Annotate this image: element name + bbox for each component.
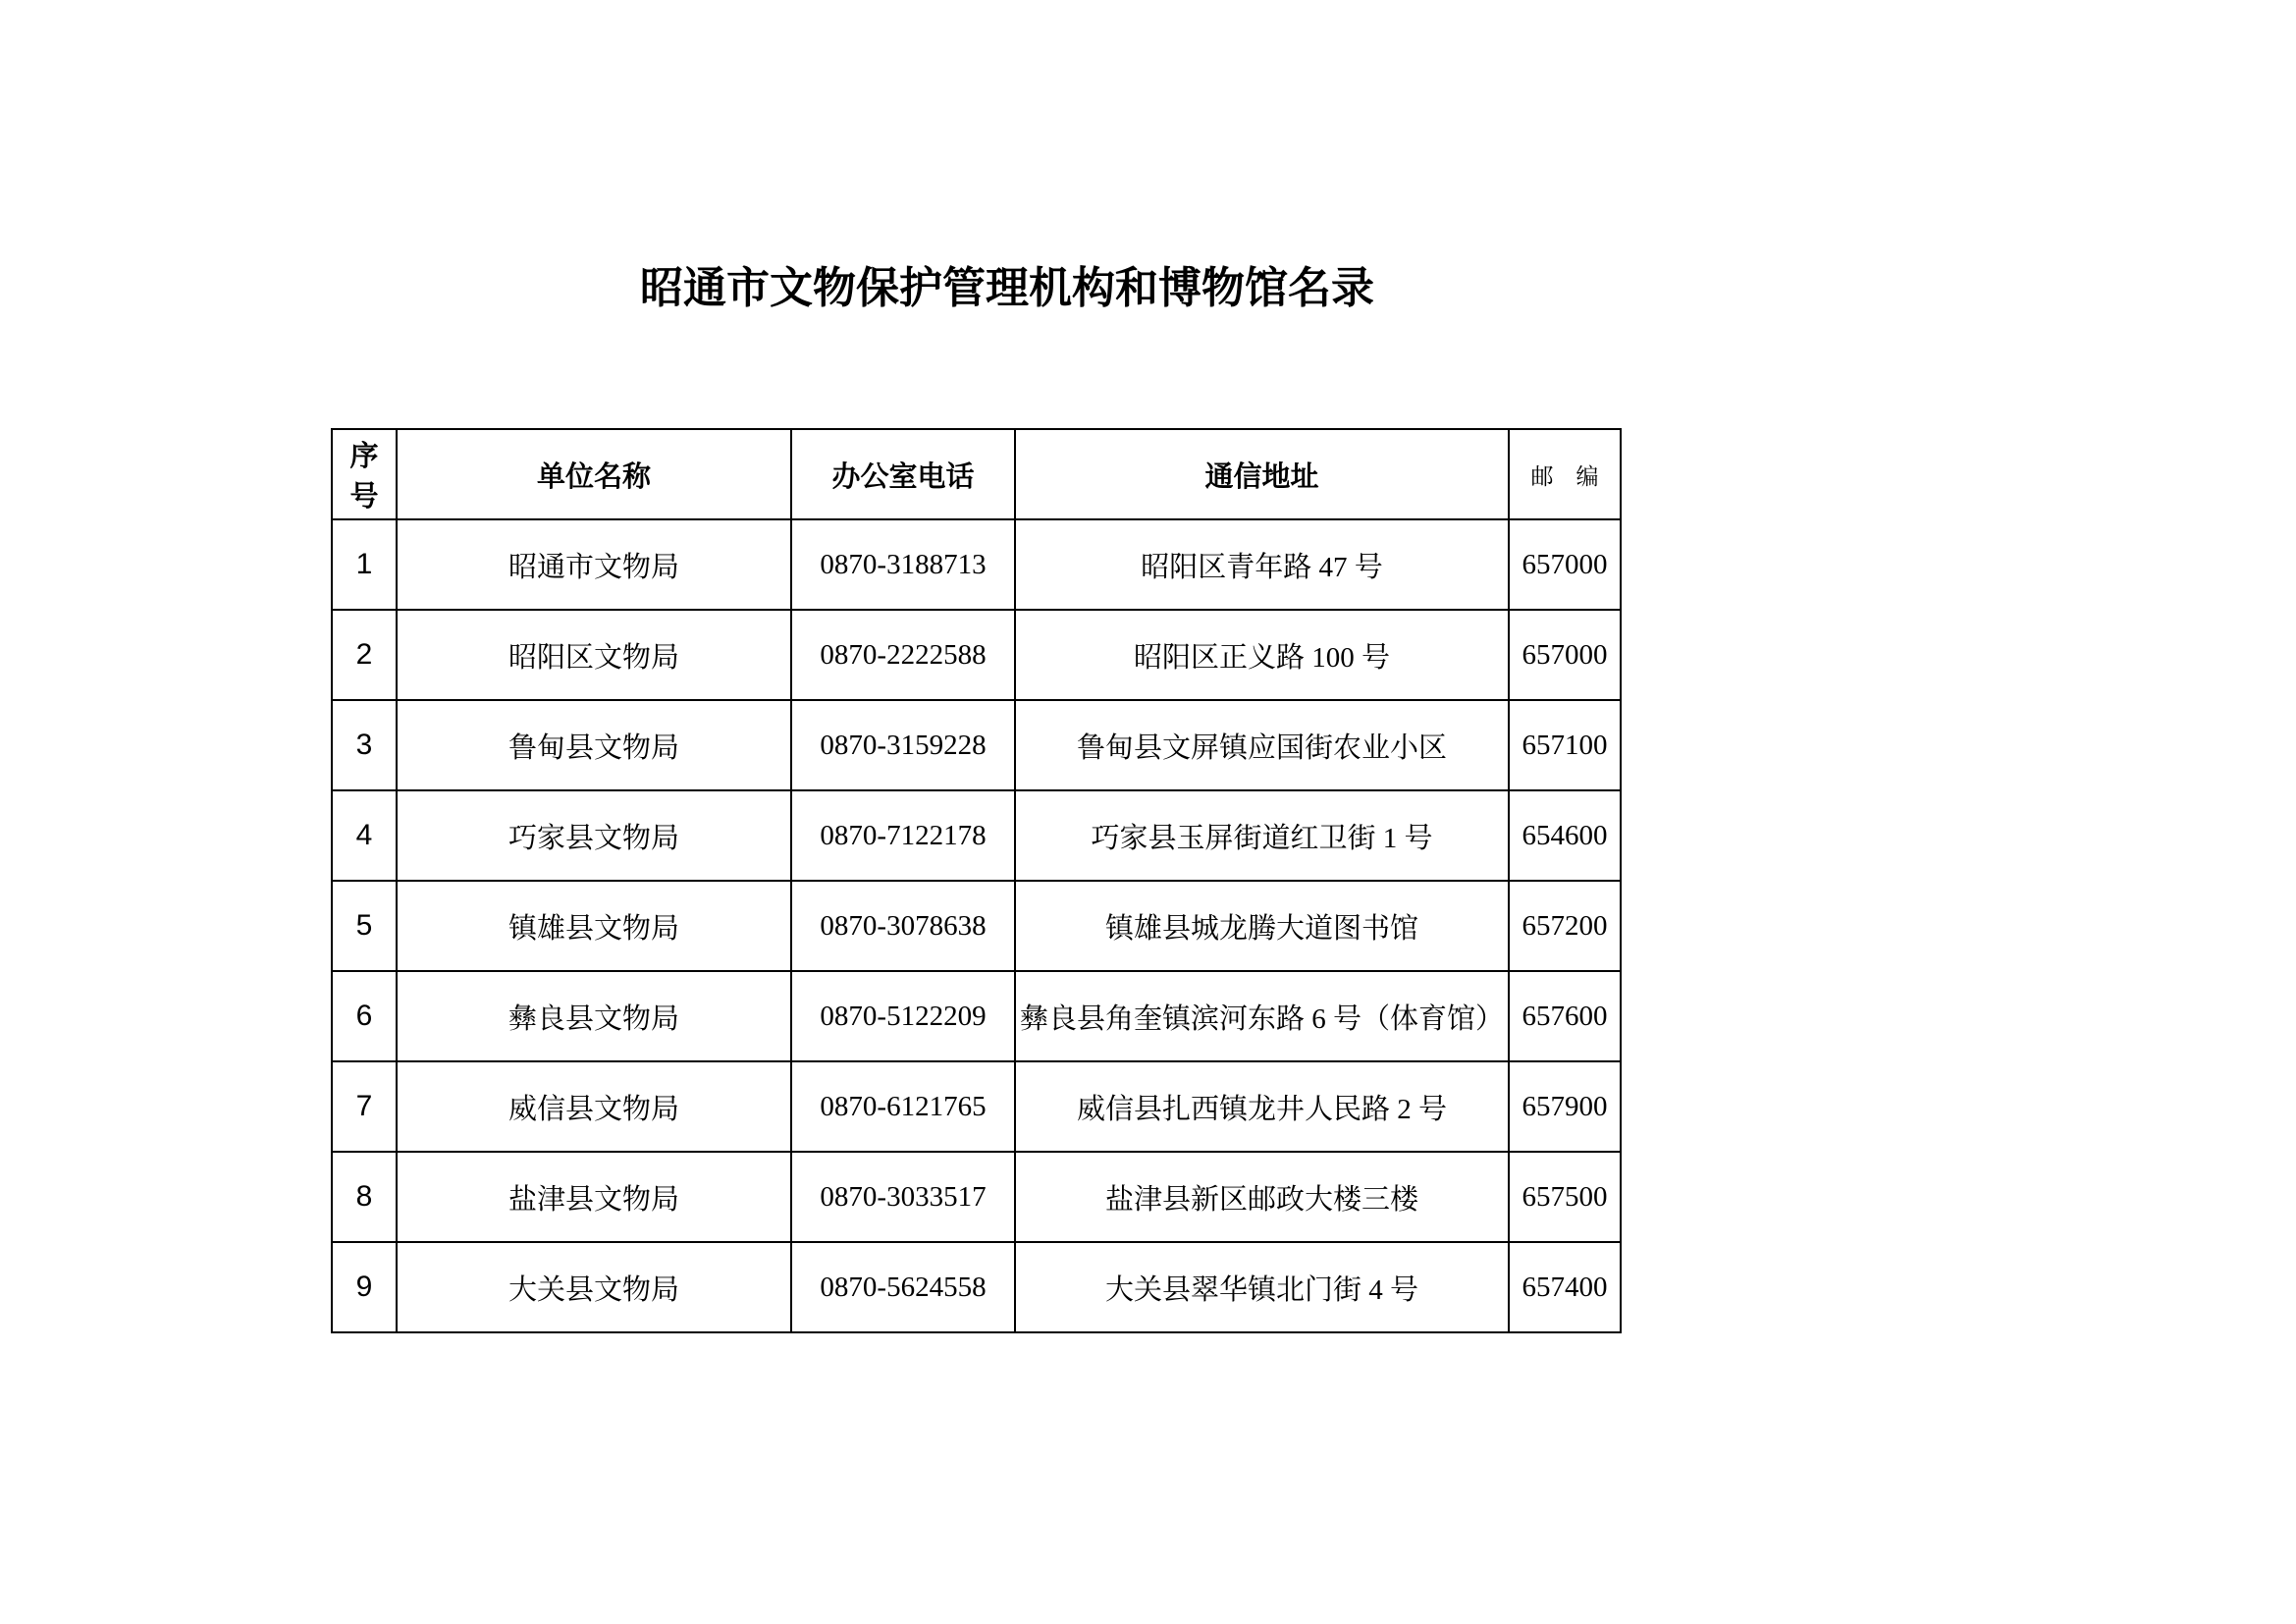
mailing-address: 威信县扎西镇龙井人民路 2 号 <box>1015 1061 1509 1152</box>
table-row <box>332 610 1621 700</box>
header-office-phone: 办公室电话 <box>791 429 1015 519</box>
directory-table <box>331 428 1622 1333</box>
row-index: 8 <box>332 1152 397 1242</box>
mailing-address: 昭阳区正义路 100 号 <box>1015 610 1509 700</box>
office-phone: 0870-3033517 <box>791 1152 1015 1242</box>
table-row <box>332 790 1621 881</box>
postal-code: 657600 <box>1509 971 1621 1061</box>
postal-code: 657900 <box>1509 1061 1621 1152</box>
row-index: 9 <box>332 1242 397 1332</box>
postal-code: 657000 <box>1509 519 1621 610</box>
mailing-address: 大关县翠华镇北门街 4 号 <box>1015 1242 1509 1332</box>
unit-name: 彝良县文物局 <box>397 971 791 1061</box>
office-phone: 0870-3078638 <box>791 881 1015 971</box>
unit-name: 威信县文物局 <box>397 1061 791 1152</box>
postal-code: 657100 <box>1509 700 1621 790</box>
row-index: 4 <box>332 790 397 881</box>
table-row <box>332 881 1621 971</box>
postal-code: 657500 <box>1509 1152 1621 1242</box>
mailing-address: 鲁甸县文屏镇应国街农业小区 <box>1015 700 1509 790</box>
table-header-row <box>332 429 1621 519</box>
table-row <box>332 1152 1621 1242</box>
office-phone: 0870-5122209 <box>791 971 1015 1061</box>
office-phone: 0870-6121765 <box>791 1061 1015 1152</box>
header-index: 序号 <box>332 429 397 519</box>
postal-code: 657200 <box>1509 881 1621 971</box>
office-phone: 0870-5624558 <box>791 1242 1015 1332</box>
table-row <box>332 700 1621 790</box>
postal-code: 654600 <box>1509 790 1621 881</box>
postal-code: 657000 <box>1509 610 1621 700</box>
mailing-address: 彝良县角奎镇滨河东路 6 号（体育馆） <box>1015 971 1509 1061</box>
page-title: 昭通市文物保护管理机构和博物馆名录 <box>640 264 1374 312</box>
office-phone: 0870-7122178 <box>791 790 1015 881</box>
mailing-address: 昭阳区青年路 47 号 <box>1015 519 1509 610</box>
unit-name: 昭通市文物局 <box>397 519 791 610</box>
unit-name: 盐津县文物局 <box>397 1152 791 1242</box>
postal-code: 657400 <box>1509 1242 1621 1332</box>
row-index: 2 <box>332 610 397 700</box>
mailing-address: 巧家县玉屏街道红卫街 1 号 <box>1015 790 1509 881</box>
header-postal-code: 邮 编 <box>1509 429 1621 519</box>
row-index: 7 <box>332 1061 397 1152</box>
mailing-address: 镇雄县城龙腾大道图书馆 <box>1015 881 1509 971</box>
header-mailing-address: 通信地址 <box>1015 429 1509 519</box>
header-unit-name: 单位名称 <box>397 429 791 519</box>
row-index: 6 <box>332 971 397 1061</box>
office-phone: 0870-3188713 <box>791 519 1015 610</box>
office-phone: 0870-3159228 <box>791 700 1015 790</box>
unit-name: 巧家县文物局 <box>397 790 791 881</box>
table-row <box>332 1061 1621 1152</box>
unit-name: 大关县文物局 <box>397 1242 791 1332</box>
unit-name: 鲁甸县文物局 <box>397 700 791 790</box>
table-row <box>332 1242 1621 1332</box>
table-row <box>332 971 1621 1061</box>
table-row <box>332 519 1621 610</box>
row-index: 1 <box>332 519 397 610</box>
row-index: 5 <box>332 881 397 971</box>
row-index: 3 <box>332 700 397 790</box>
mailing-address: 盐津县新区邮政大楼三楼 <box>1015 1152 1509 1242</box>
office-phone: 0870-2222588 <box>791 610 1015 700</box>
unit-name: 昭阳区文物局 <box>397 610 791 700</box>
unit-name: 镇雄县文物局 <box>397 881 791 971</box>
